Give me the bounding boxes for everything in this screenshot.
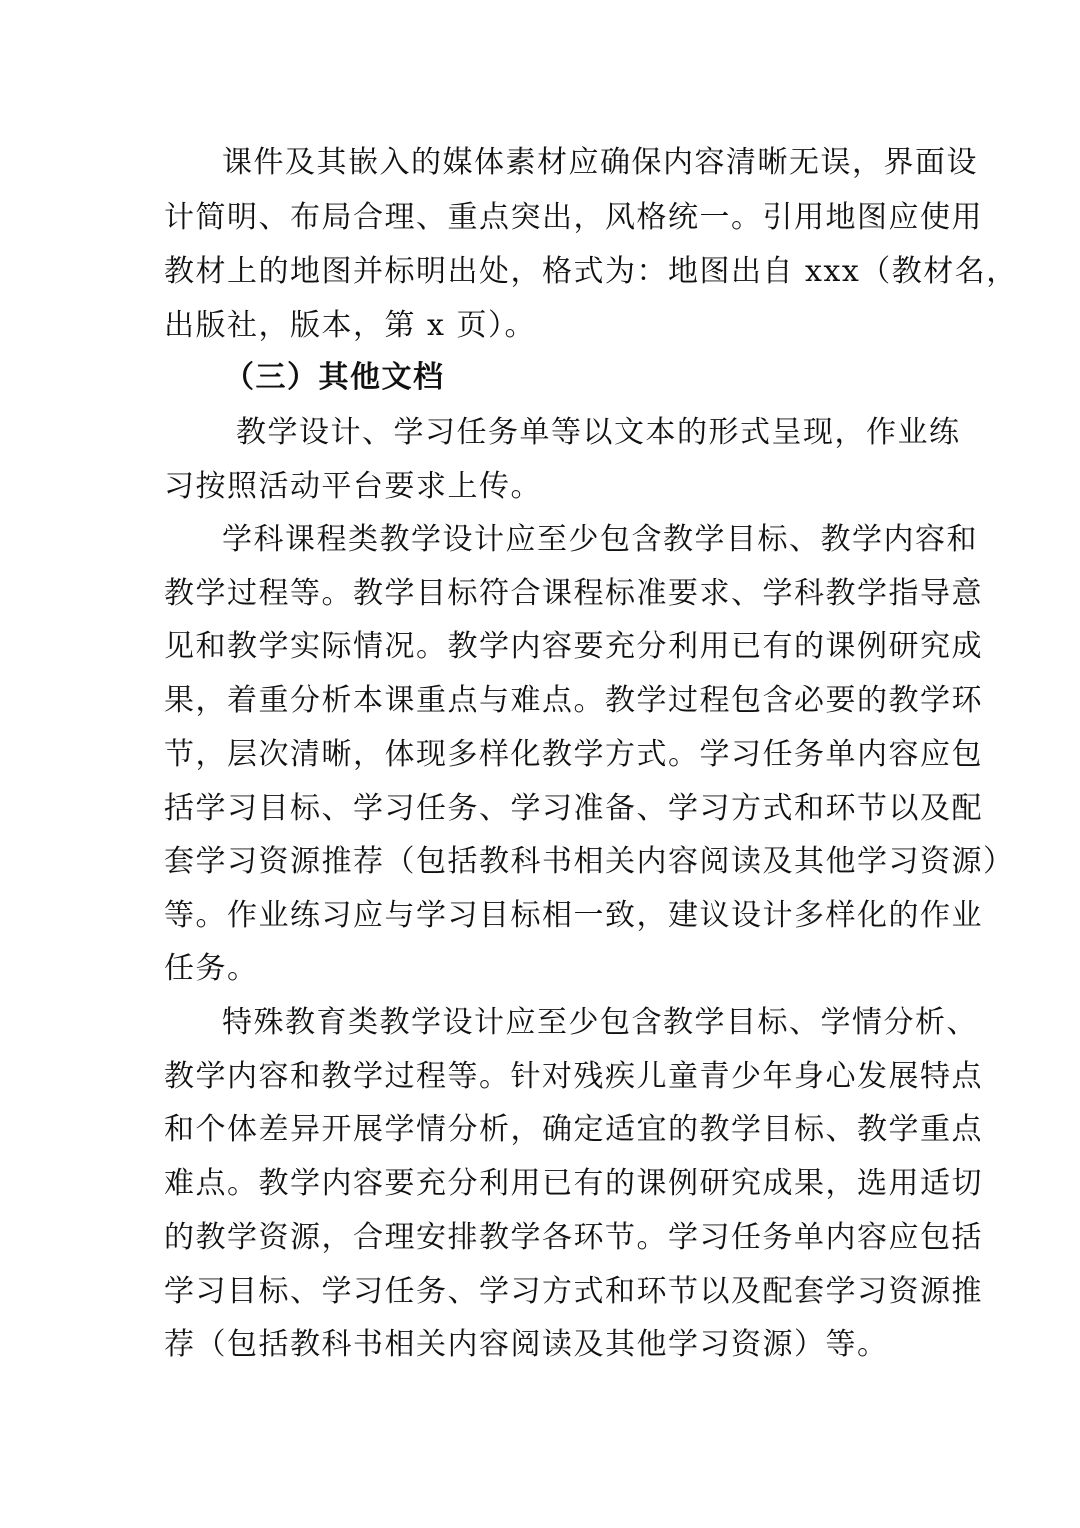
- paragraph-special-line: 教学内容和教学过程等。针对残疾儿童青少年身心发展特点: [164, 1059, 983, 1094]
- paragraph-courseware-line: 出版社，版本，第 x 页）。: [164, 308, 536, 343]
- paragraph-subject-line: 套学习资源推荐（包括教科书相关内容阅读及其他学习资源）: [164, 844, 1015, 879]
- paragraph-courseware-line: 课件及其嵌入的媒体素材应确保内容清晰无误，界面设: [222, 145, 978, 180]
- paragraph-subject-line: 节，层次清晰，体现多样化教学方式。学习任务单内容应包: [164, 737, 983, 772]
- paragraph-documents-line: 教学设计、学习任务单等以文本的形式呈现，作业练: [236, 415, 961, 450]
- paragraph-special-line: 的教学资源，合理安排教学各环节。学习任务单内容应包括: [164, 1220, 983, 1255]
- paragraph-courseware-line: 计简明、布局合理、重点突出，风格统一。引用地图应使用: [164, 200, 983, 235]
- paragraph-subject-line: 教学过程等。教学目标符合课程标准要求、学科教学指导意: [164, 576, 983, 611]
- paragraph-subject-line: 任务。: [164, 951, 259, 986]
- paragraph-subject-line: 见和教学实际情况。教学内容要充分利用已有的课例研究成: [164, 629, 983, 664]
- paragraph-subject-line: 等。作业练习应与学习目标相一致，建议设计多样化的作业: [164, 898, 983, 933]
- paragraph-special-line: 和个体差异开展学情分析，确定适宜的教学目标、教学重点: [164, 1112, 983, 1147]
- paragraph-special-line: 特殊教育类教学设计应至少包含教学目标、学情分析、: [222, 1005, 978, 1040]
- paragraph-special-line: 难点。教学内容要充分利用已有的课例研究成果，选用适切: [164, 1166, 983, 1201]
- paragraph-special-line: 荐（包括教科书相关内容阅读及其他学习资源）等。: [164, 1327, 889, 1362]
- paragraph-subject-line: 果，着重分析本课重点与难点。教学过程包含必要的教学环: [164, 683, 983, 718]
- paragraph-courseware-line: 教材上的地图并标明出处，格式为：地图出自 xxx（教材名，: [164, 254, 1018, 289]
- paragraph-special-line: 学习目标、学习任务、学习方式和环节以及配套学习资源推: [164, 1274, 983, 1309]
- section-heading: （三）其他文档: [224, 360, 445, 395]
- paragraph-subject-line: 括学习目标、学习任务、学习准备、学习方式和环节以及配: [164, 791, 983, 826]
- paragraph-subject-line: 学科课程类教学设计应至少包含教学目标、教学内容和: [222, 522, 978, 557]
- paragraph-documents-line: 习按照活动平台要求上传。: [164, 469, 542, 504]
